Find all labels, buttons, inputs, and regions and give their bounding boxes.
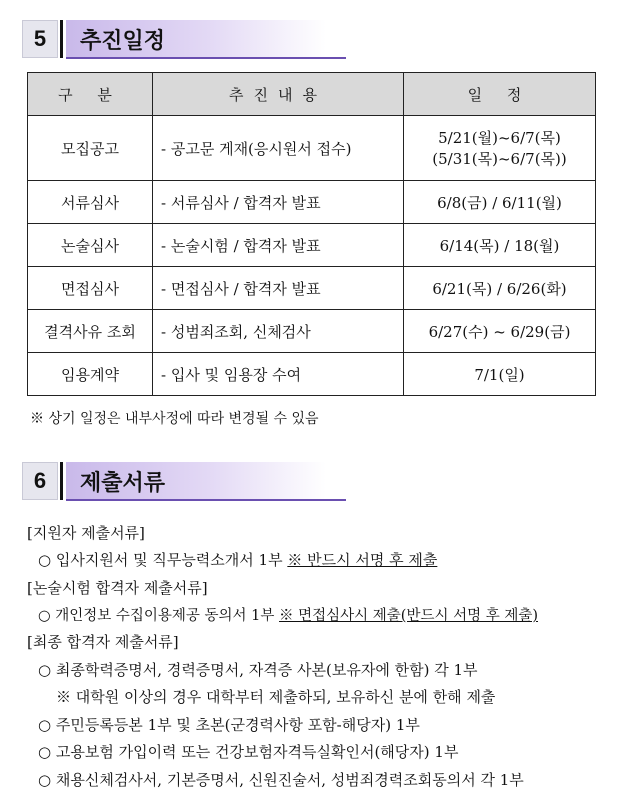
section-underline — [66, 57, 346, 59]
row-content: - 입사 및 임용장 수여 — [153, 353, 404, 396]
group-title-essay-passers: [논술시험 합격자 제출서류] — [27, 579, 208, 597]
list-item: ○ 최종학력증명서, 경력증명서, 자격증 사본(보유자에 한함) 각 1부 — [38, 661, 478, 679]
schedule-table — [27, 72, 596, 396]
table-row — [28, 310, 596, 353]
group-title-applicants: [지원자 제출서류] — [27, 524, 145, 542]
section-title: 제출서류 — [66, 462, 326, 500]
section-underline — [66, 499, 346, 501]
row-category: 면접심사 — [28, 267, 153, 310]
row-category: 논술심사 — [28, 224, 153, 267]
header-content: 추진내용 — [153, 73, 404, 116]
header-date: 일 정 — [404, 73, 596, 116]
table-row — [28, 267, 596, 310]
list-item — [38, 604, 538, 625]
item-emphasis: ※ 반드시 서명 후 제출 — [287, 551, 438, 569]
section-title: 추진일정 — [66, 20, 326, 58]
section-number: 5 — [22, 20, 58, 58]
row-content: - 공고문 게재(응시원서 접수) — [153, 116, 404, 181]
schedule-note: ※ 상기 일정은 내부사정에 따라 변경될 수 있음 — [30, 411, 319, 427]
row-category: 모집공고 — [28, 116, 153, 181]
date-line: (5/31(목)~6/7(목)) — [432, 150, 567, 168]
row-date: 6/27(수) ~ 6/29(금) — [404, 310, 596, 353]
table-row — [28, 224, 596, 267]
item-text: ○ 입사지원서 및 직무능력소개서 1부 — [38, 551, 288, 569]
section-divider — [60, 462, 63, 500]
date-line: 5/21(월)~6/7(목) — [438, 129, 561, 147]
list-item-note: ※ 대학원 이상의 경우 대학부터 제출하되, 보유하신 분에 한해 제출 — [56, 688, 496, 706]
list-item: ○ 채용신체검사서, 기본증명서, 신원진술서, 성범죄경력조회동의서 각 1부 — [38, 771, 524, 789]
table-row — [28, 353, 596, 396]
row-date: 6/21(목) / 6/26(화) — [404, 267, 596, 310]
row-category: 결격사유 조회 — [28, 310, 153, 353]
header-category: 구 분 — [28, 73, 153, 116]
row-content: - 서류심사 / 합격자 발표 — [153, 181, 404, 224]
item-emphasis: ※ 면접심사시 제출(반드시 서명 후 제출) — [279, 608, 538, 624]
table-header-row — [28, 73, 596, 116]
section-5-heading — [22, 20, 326, 58]
row-date: 6/8(금) / 6/11(월) — [404, 181, 596, 224]
row-category: 임용계약 — [28, 353, 153, 396]
row-content: - 성범죄조회, 신체검사 — [153, 310, 404, 353]
section-divider — [60, 20, 63, 58]
list-item: ○ 주민등록등본 1부 및 초본(군경력사항 포함-해당자) 1부 — [38, 716, 420, 734]
row-content: - 논술시험 / 합격자 발표 — [153, 224, 404, 267]
row-category: 서류심사 — [28, 181, 153, 224]
table-row — [28, 181, 596, 224]
table-row — [28, 116, 596, 181]
item-text: ○ 개인정보 수집이용제공 동의서 1부 — [38, 608, 280, 624]
group-title-final-passers: [최종 합격자 제출서류] — [27, 633, 179, 651]
section-number: 6 — [22, 462, 58, 500]
row-date: 7/1(일) — [404, 353, 596, 396]
row-date: 6/14(목) / 18(월) — [404, 224, 596, 267]
section-6-heading — [22, 462, 326, 500]
row-date — [404, 116, 596, 181]
list-item — [38, 549, 437, 570]
list-item: ○ 고용보험 가입이력 또는 건강보험자격득실확인서(해당자) 1부 — [38, 743, 459, 761]
row-content: - 면접심사 / 합격자 발표 — [153, 267, 404, 310]
